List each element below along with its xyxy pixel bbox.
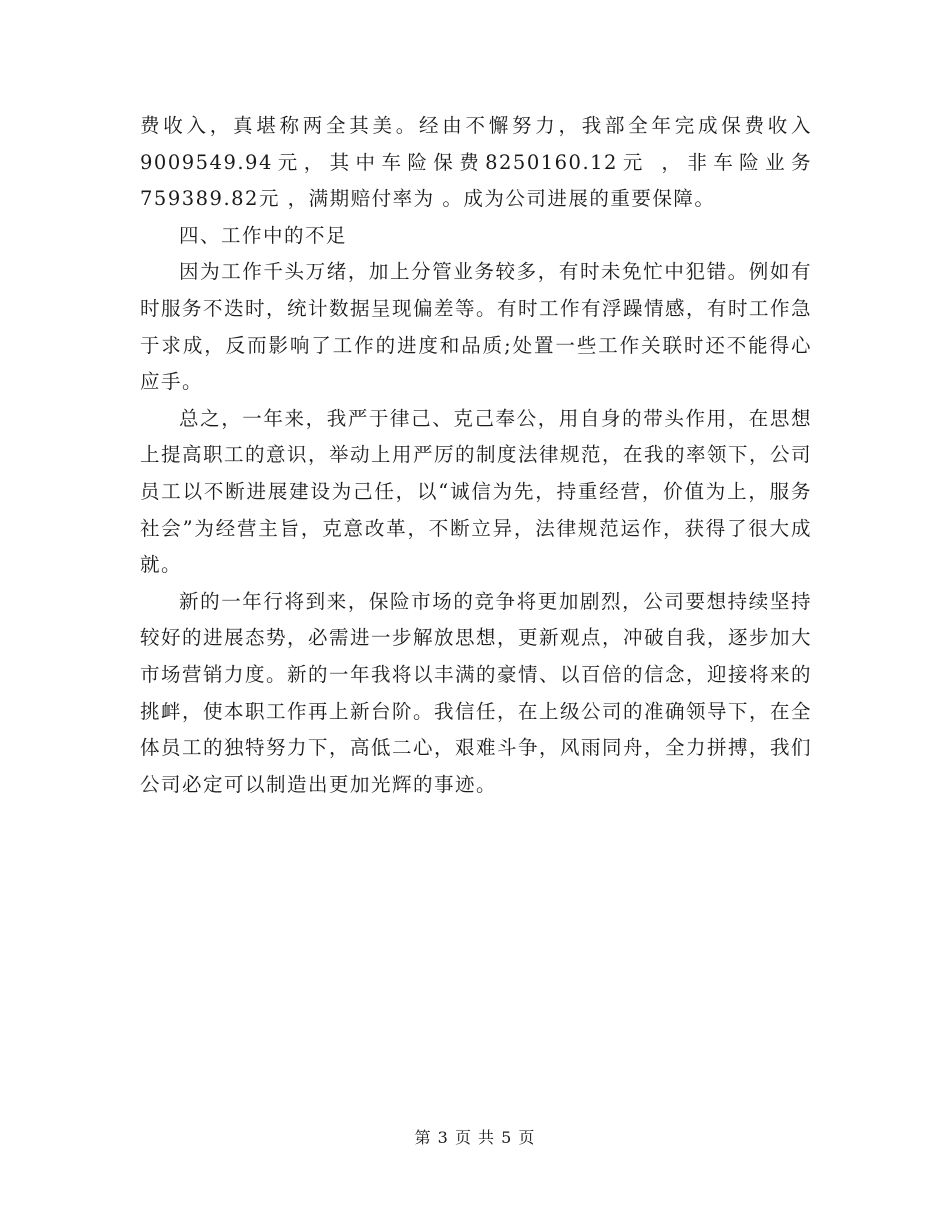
paragraph-conclusion: 总之，一年来，我严于律己、克己奉公，用自身的带头作用，在思想上提高职工的意识，举动上用严厉的制度法律规范，在我的率领下，公司员工以不断进展建设为己任，以“诚信为先，持重经营，价值为上，服务社会”为经营主旨，克意改革，不断立异，法律规范运作，获得了很大成就。 xyxy=(140,406,813,577)
paragraph-shortcomings: 因为工作千头万绪，加上分管业务较多，有时未免忙中犯错。例如有时服务不迭时，统计数据呈现偏差等。有时工作有浮躁情感，有时工作急于求成，反而影响了工作的进度和品质;处置一些工作关联时还不能得心应手。 xyxy=(140,260,813,394)
page-number-footer: 第 3 页 共 5 页 xyxy=(414,1128,536,1147)
document-body xyxy=(140,108,812,803)
section-heading-shortcomings: 四、工作中的不足 xyxy=(179,223,348,247)
paragraph-outlook: 新的一年行将到来，保险市场的竞争将更加剧烈，公司要想持续坚持较好的进展态势，必需进一步解放思想，更新观点，冲破自我，逐步加大市场营销力度。新的一年我将以丰满的豪情、以百倍的信念，迎接将来的挑衅，使本职工作再上新台阶。我信任，在上级公司的准确领导下，在全体员工的独特努力下，高低二心，艰难斗争，风雨同舟，全力拼搏，我们公司必定可以制造出更加光辉的事迹。 xyxy=(140,589,813,796)
paragraph-premium-summary: 费收入，真堪称两全其美。经由不懈努力，我部全年完成保费收入9009549.94元，其中车险保费8250160.12元 ，非车险业务759389.82元 ，满期赔付率为 。成为公司进展的重要保障。 xyxy=(140,114,812,211)
